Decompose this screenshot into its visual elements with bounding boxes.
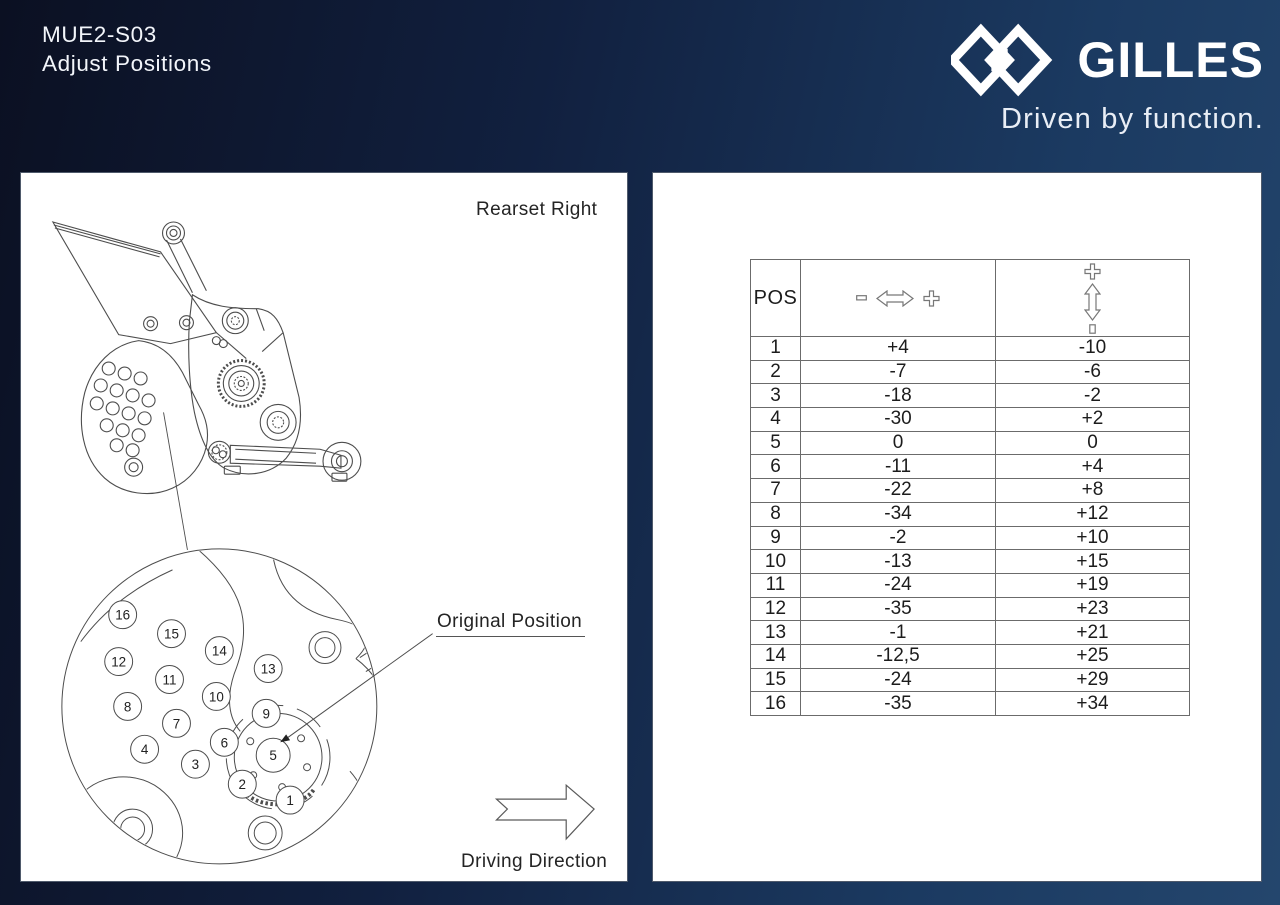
vertical-value: +34 bbox=[996, 692, 1190, 716]
minus-icon bbox=[856, 295, 867, 301]
vertical-value: -2 bbox=[996, 384, 1190, 408]
title-block bbox=[42, 20, 212, 78]
vertical-value: +8 bbox=[996, 479, 1190, 503]
table-row bbox=[751, 668, 1190, 692]
svg-text:2: 2 bbox=[238, 777, 247, 793]
horizontal-value: -12,5 bbox=[801, 644, 996, 668]
position-bubble-4 bbox=[131, 735, 159, 763]
position-bubble-2 bbox=[228, 770, 256, 798]
horizontal-adjust-column-header bbox=[801, 260, 996, 337]
pos-cell: 13 bbox=[751, 621, 801, 645]
horizontal-value: -2 bbox=[801, 526, 996, 550]
position-bubble-5 bbox=[256, 738, 290, 772]
position-bubble-14 bbox=[205, 637, 233, 665]
view-label: Rearset Right bbox=[476, 199, 598, 220]
horizontal-value: -34 bbox=[801, 502, 996, 526]
horizontal-value: -35 bbox=[801, 692, 996, 716]
table-row bbox=[751, 573, 1190, 597]
vertical-value: -10 bbox=[996, 337, 1190, 361]
table-header-row bbox=[751, 260, 1190, 337]
pos-cell: 7 bbox=[751, 479, 801, 503]
position-bubble-1 bbox=[276, 786, 304, 814]
pos-cell: 6 bbox=[751, 455, 801, 479]
table-row bbox=[751, 644, 1190, 668]
table-row bbox=[751, 479, 1190, 503]
table-row bbox=[751, 408, 1190, 432]
pos-cell: 15 bbox=[751, 668, 801, 692]
pos-cell: 4 bbox=[751, 408, 801, 432]
rearset-assembly-drawing bbox=[53, 222, 361, 550]
svg-text:6: 6 bbox=[220, 735, 229, 751]
position-bubble-16 bbox=[109, 601, 137, 629]
pos-cell: 3 bbox=[751, 384, 801, 408]
vertical-value: +19 bbox=[996, 573, 1190, 597]
pos-cell: 10 bbox=[751, 550, 801, 574]
pos-cell: 1 bbox=[751, 337, 801, 361]
svg-text:9: 9 bbox=[262, 706, 270, 722]
horizontal-value: -24 bbox=[801, 573, 996, 597]
pos-cell: 2 bbox=[751, 360, 801, 384]
minus-icon bbox=[1089, 324, 1096, 334]
svg-text:10: 10 bbox=[208, 689, 224, 705]
vertical-value: +10 bbox=[996, 526, 1190, 550]
horizontal-value: +4 bbox=[801, 337, 996, 361]
vertical-value: +25 bbox=[996, 644, 1190, 668]
table-row bbox=[751, 597, 1190, 621]
plus-icon bbox=[1084, 263, 1101, 280]
gilles-logo-icon bbox=[951, 22, 1063, 98]
position-bubble-7 bbox=[163, 709, 191, 737]
table-row bbox=[751, 337, 1190, 361]
svg-text:7: 7 bbox=[172, 716, 181, 732]
horizontal-value: -35 bbox=[801, 597, 996, 621]
table-row bbox=[751, 360, 1190, 384]
horizontal-double-arrow-icon bbox=[876, 290, 914, 307]
pos-column-header: POS bbox=[751, 260, 801, 337]
horizontal-value: -24 bbox=[801, 668, 996, 692]
position-bubble-13 bbox=[254, 655, 282, 683]
vertical-value: +12 bbox=[996, 502, 1190, 526]
position-bubble-11 bbox=[156, 666, 184, 694]
adjustment-table bbox=[750, 259, 1190, 716]
table-row bbox=[751, 455, 1190, 479]
vertical-value: -6 bbox=[996, 360, 1190, 384]
table-row bbox=[751, 502, 1190, 526]
horizontal-value: -22 bbox=[801, 479, 996, 503]
horizontal-value: -13 bbox=[801, 550, 996, 574]
vertical-double-arrow-icon bbox=[1084, 283, 1101, 321]
pos-cell: 12 bbox=[751, 597, 801, 621]
vertical-value: +29 bbox=[996, 668, 1190, 692]
rearset-diagram-panel bbox=[20, 172, 628, 882]
svg-text:15: 15 bbox=[164, 626, 179, 642]
pos-cell: 5 bbox=[751, 431, 801, 455]
svg-text:8: 8 bbox=[123, 699, 132, 715]
vertical-value: 0 bbox=[996, 431, 1190, 455]
svg-text:14: 14 bbox=[211, 643, 227, 659]
brand-wordmark: GILLES bbox=[1077, 32, 1264, 88]
position-bubble-12 bbox=[105, 648, 133, 676]
position-bubble-3 bbox=[181, 750, 209, 778]
position-bubble-6 bbox=[210, 728, 238, 756]
product-code: MUE2-S03 bbox=[42, 22, 157, 47]
svg-text:4: 4 bbox=[140, 742, 149, 758]
pos-cell: 8 bbox=[751, 502, 801, 526]
position-bubble-9 bbox=[252, 699, 280, 727]
right-arrow-icon bbox=[496, 785, 594, 839]
vertical-value: +15 bbox=[996, 550, 1190, 574]
brand-lockup bbox=[951, 22, 1264, 98]
horizontal-value: -7 bbox=[801, 360, 996, 384]
svg-text:3: 3 bbox=[191, 757, 200, 773]
pos-cell: 16 bbox=[751, 692, 801, 716]
driving-direction-label: Driving Direction bbox=[461, 851, 608, 872]
table-row bbox=[751, 384, 1190, 408]
horizontal-value: 0 bbox=[801, 431, 996, 455]
vertical-adjust-column-header bbox=[996, 260, 1190, 337]
svg-text:1: 1 bbox=[286, 793, 294, 809]
perforation-holes bbox=[90, 362, 155, 457]
horizontal-value: -30 bbox=[801, 408, 996, 432]
rearset-technical-drawing bbox=[21, 173, 627, 881]
position-bubble-8 bbox=[114, 692, 142, 720]
vertical-value: +2 bbox=[996, 408, 1190, 432]
svg-text:13: 13 bbox=[260, 661, 276, 677]
pos-cell: 11 bbox=[751, 573, 801, 597]
table-row bbox=[751, 692, 1190, 716]
pos-cell: 9 bbox=[751, 526, 801, 550]
svg-text:12: 12 bbox=[111, 654, 127, 670]
brand-tagline: Driven by function. bbox=[1001, 103, 1264, 135]
svg-text:16: 16 bbox=[115, 607, 131, 623]
svg-text:5: 5 bbox=[269, 748, 277, 764]
horizontal-value: -1 bbox=[801, 621, 996, 645]
vertical-value: +21 bbox=[996, 621, 1190, 645]
vertical-value: +4 bbox=[996, 455, 1190, 479]
page-subtitle: Adjust Positions bbox=[42, 51, 212, 76]
position-bubble-15 bbox=[158, 620, 186, 648]
table-row bbox=[751, 526, 1190, 550]
pos-cell: 14 bbox=[751, 644, 801, 668]
table-row bbox=[751, 621, 1190, 645]
original-position-label: Original Position bbox=[436, 611, 585, 637]
plus-icon bbox=[923, 290, 940, 307]
vertical-value: +23 bbox=[996, 597, 1190, 621]
horizontal-value: -18 bbox=[801, 384, 996, 408]
adjustment-table-panel bbox=[652, 172, 1262, 882]
table-row bbox=[751, 550, 1190, 574]
horizontal-value: -11 bbox=[801, 455, 996, 479]
table-row bbox=[751, 431, 1190, 455]
svg-text:11: 11 bbox=[162, 672, 177, 688]
position-bubble-10 bbox=[202, 682, 230, 710]
